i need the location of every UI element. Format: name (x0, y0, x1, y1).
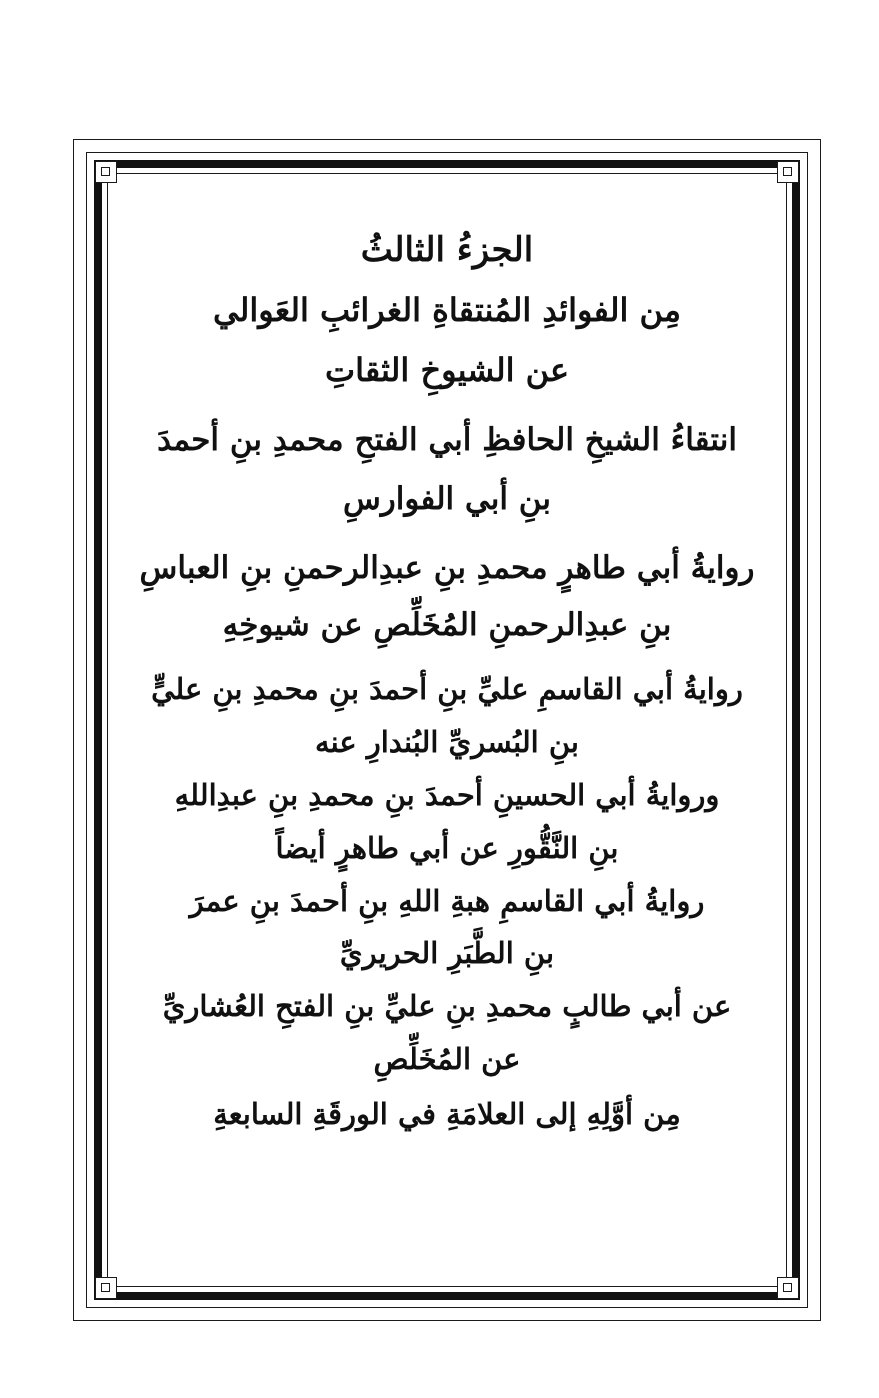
corner-ornament-top-right (777, 161, 799, 183)
volume-title: الجزءُ الثالثُ (360, 230, 534, 270)
work-title-line-1: مِن الفوائدِ المُنتقاةِ الغرائبِ العَوالي (212, 290, 682, 329)
narration-5-line-1: عن أبي طالبٍ محمدِ بنِ عليِّ بنِ الفتحِ العُشاريِّ (162, 989, 732, 1024)
range-note: مِن أوَّلِهِ إلى العلامَةِ في الورقَةِ السابعةِ (213, 1096, 681, 1131)
narration-4-line-1: روايةُ أبي القاسمِ هبةِ اللهِ بنِ أحمدَ بنِ عمرَ (189, 883, 705, 918)
work-title-line-2: عن الشيوخِ الثقاتِ (324, 351, 570, 390)
narration-4-line-2: بنِ الطَّبَرِ الحريريِّ (339, 936, 555, 971)
narration-2-line-2: بنِ البُسريِّ البُندارِ عنه (315, 725, 579, 760)
narration-2-line-1: روايةُ أبي القاسمِ عليِّ بنِ أحمدَ بنِ محمدِ بنِ عليٍّ (151, 672, 743, 707)
selection-line-2: بنِ أبي الفوارسِ (342, 480, 552, 517)
narration-1-line-1: روايةُ أبي طاهرٍ محمدِ بنِ عبدِالرحمنِ بنِ العباسِ (139, 549, 755, 586)
narration-1-line-2: بنِ عبدِالرحمنِ المُخَلِّصِ عن شيوخِهِ (222, 607, 672, 644)
narration-3-line-2: بنِ النَّقُّورِ عن أبي طاهرٍ أيضاً (275, 830, 619, 865)
corner-ornament-bottom-left (95, 1277, 117, 1299)
narration-5-line-2: عن المُخَلِّصِ (373, 1041, 521, 1076)
title-text-block (110, 230, 784, 1132)
narration-3-line-1: وروايةُ أبي الحسينِ أحمدَ بنِ محمدِ بنِ عبدِاللهِ (174, 777, 720, 812)
selection-line-1: انتقاءُ الشيخِ الحافظِ أبي الفتحِ محمدِ بنِ أحمدَ (157, 421, 737, 458)
corner-ornament-top-left (95, 161, 117, 183)
corner-ornament-bottom-right (777, 1277, 799, 1299)
